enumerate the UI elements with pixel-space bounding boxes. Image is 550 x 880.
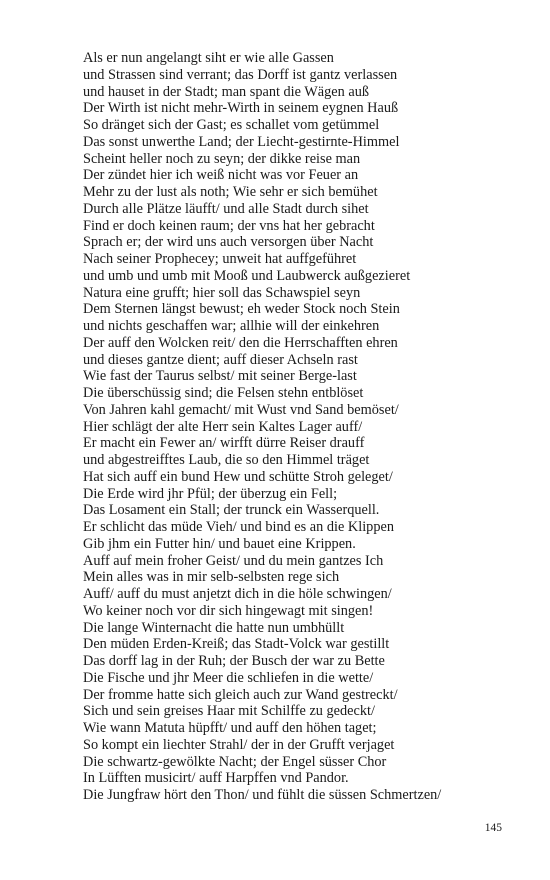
poem-line: Mein alles was in mir selb-selbsten rege sich	[83, 569, 340, 586]
poem-line: Die Fische und jhr Meer die schliefen in die wette/	[83, 669, 374, 686]
poem-line: Der auff den Wolcken reit/ den die Herrschafften ehren	[83, 334, 398, 351]
poem-line: Nach seiner Prophecey; unweit hat auffgeführet	[83, 251, 357, 267]
poem-line: Der fromme hatte sich gleich auch zur Wand gestreckt/	[83, 686, 398, 703]
poem-line: Find er doch keinen raum; der vns hat her gebracht	[83, 217, 375, 234]
poem-line: Die lange Winternacht die hatte nun umbhüllt	[83, 619, 345, 636]
poem-line: Hier schlägt der alte Herr sein Kaltes Lager auff/	[83, 418, 363, 435]
poem-line: Die Erde wird jhr Pfül; der überzug ein Fell;	[83, 485, 338, 502]
poem-line: Als er nun angelangt siht er wie alle Gassen	[83, 50, 334, 66]
poem-line: In Lüfften musicirt/ auff Harpffen vnd Pandor.	[83, 770, 349, 787]
poem-line: Die schwartz-gewölkte Nacht; der Engel süsser Chor	[83, 753, 387, 770]
poem-line: Wo keiner noch vor dir sich hingewagt mit singen!	[83, 602, 374, 619]
poem-line: Wie wann Matuta hüpfft/ und auff den höhen taget;	[83, 720, 377, 736]
poem-line: So dränget sich der Gast; es schallet vom getümmel	[83, 117, 380, 133]
poem-line: Dem Sternen längst bewust; eh weder Stock noch Stein	[83, 301, 400, 318]
poem-line: Hat sich auff ein bund Hew und schütte Stroh geleget/	[83, 468, 393, 485]
poem-line: Das sonst unwerthe Land; der Liecht-gestirnte-Himmel	[83, 133, 400, 150]
poem-line: Durch alle Plätze läufft/ und alle Stadt durch sihet	[83, 200, 369, 217]
poem-line: Der zündet hier ich weiß nicht was vor Feuer an	[83, 167, 359, 184]
poem-line: und dieses gantze dient; auff dieser Achseln rast	[83, 351, 358, 368]
poem-line: Auff/ auff du must anjetzt dich in die höle schwingen/	[83, 586, 392, 602]
poem-line: Mehr zu der lust als noth; Wie sehr er sich bemühet	[83, 184, 378, 200]
poem-line: Die überschüssig sind; die Felsen stehn entblöset	[83, 385, 364, 401]
poem-line: und umb und umb mit Mooß und Laubwerck außgezieret	[83, 267, 411, 284]
poem-line: Sprach er; der wird uns auch versorgen über Nacht	[83, 234, 374, 251]
poem-text-block	[83, 50, 441, 804]
poem-line: Er macht ein Fewer an/ wirfft dürre Reiser drauff	[83, 435, 365, 452]
poem-line: Sich und sein greises Haar mit Schilffe zu gedeckt/	[83, 703, 375, 720]
poem-line: und nichts geschaffen war; allhie will der einkehren	[83, 318, 380, 334]
poem-line: So kompt ein liechter Strahl/ der in der Grufft verjaget	[83, 736, 395, 753]
poem-line: Den müden Erden-Kreiß; das Stadt-Volck war gestillt	[83, 636, 390, 653]
poem-line: und Strassen sind verrant; das Dorff ist gantz verlassen	[83, 66, 398, 83]
poem-line: und hauset in der Stadt; man spant die Wägen auß	[83, 83, 370, 100]
poem-line: Wie fast der Taurus selbst/ mit seiner Berge-last	[83, 368, 357, 385]
poem-line: Das Losament ein Stall; der trunck ein Wasserquell.	[83, 502, 380, 519]
poem-line: Auff auf mein froher Geist/ und du mein gantzes Ich	[83, 552, 384, 569]
poem-line: Er schlicht das müde Vieh/ und bind es an die Klippen	[83, 519, 394, 535]
poem-line: Die Jungfraw hört den Thon/ und fühlt die süssen Schmertzen/	[83, 787, 442, 803]
poem-line: Natura eine grufft; hier soll das Schawspiel seyn	[83, 284, 361, 301]
poem-line: Der Wirth ist nicht mehr-Wirth in seinem eygnen Hauß	[83, 100, 399, 117]
poem-line: Von Jahren kahl gemacht/ mit Wust vnd Sand bemöset/	[83, 401, 399, 418]
poem-line: und abgestreifftes Laub, die so den Himmel träget	[83, 452, 370, 468]
poem-line: Scheint heller noch zu seyn; der dikke reise man	[83, 150, 361, 167]
poem-line: Gib jhm ein Futter hin/ und bauet eine Krippen.	[83, 535, 356, 552]
page-number: 145	[484, 822, 502, 834]
poem-line: Das dorff lag in der Ruh; der Busch der war zu Bette	[83, 653, 385, 669]
